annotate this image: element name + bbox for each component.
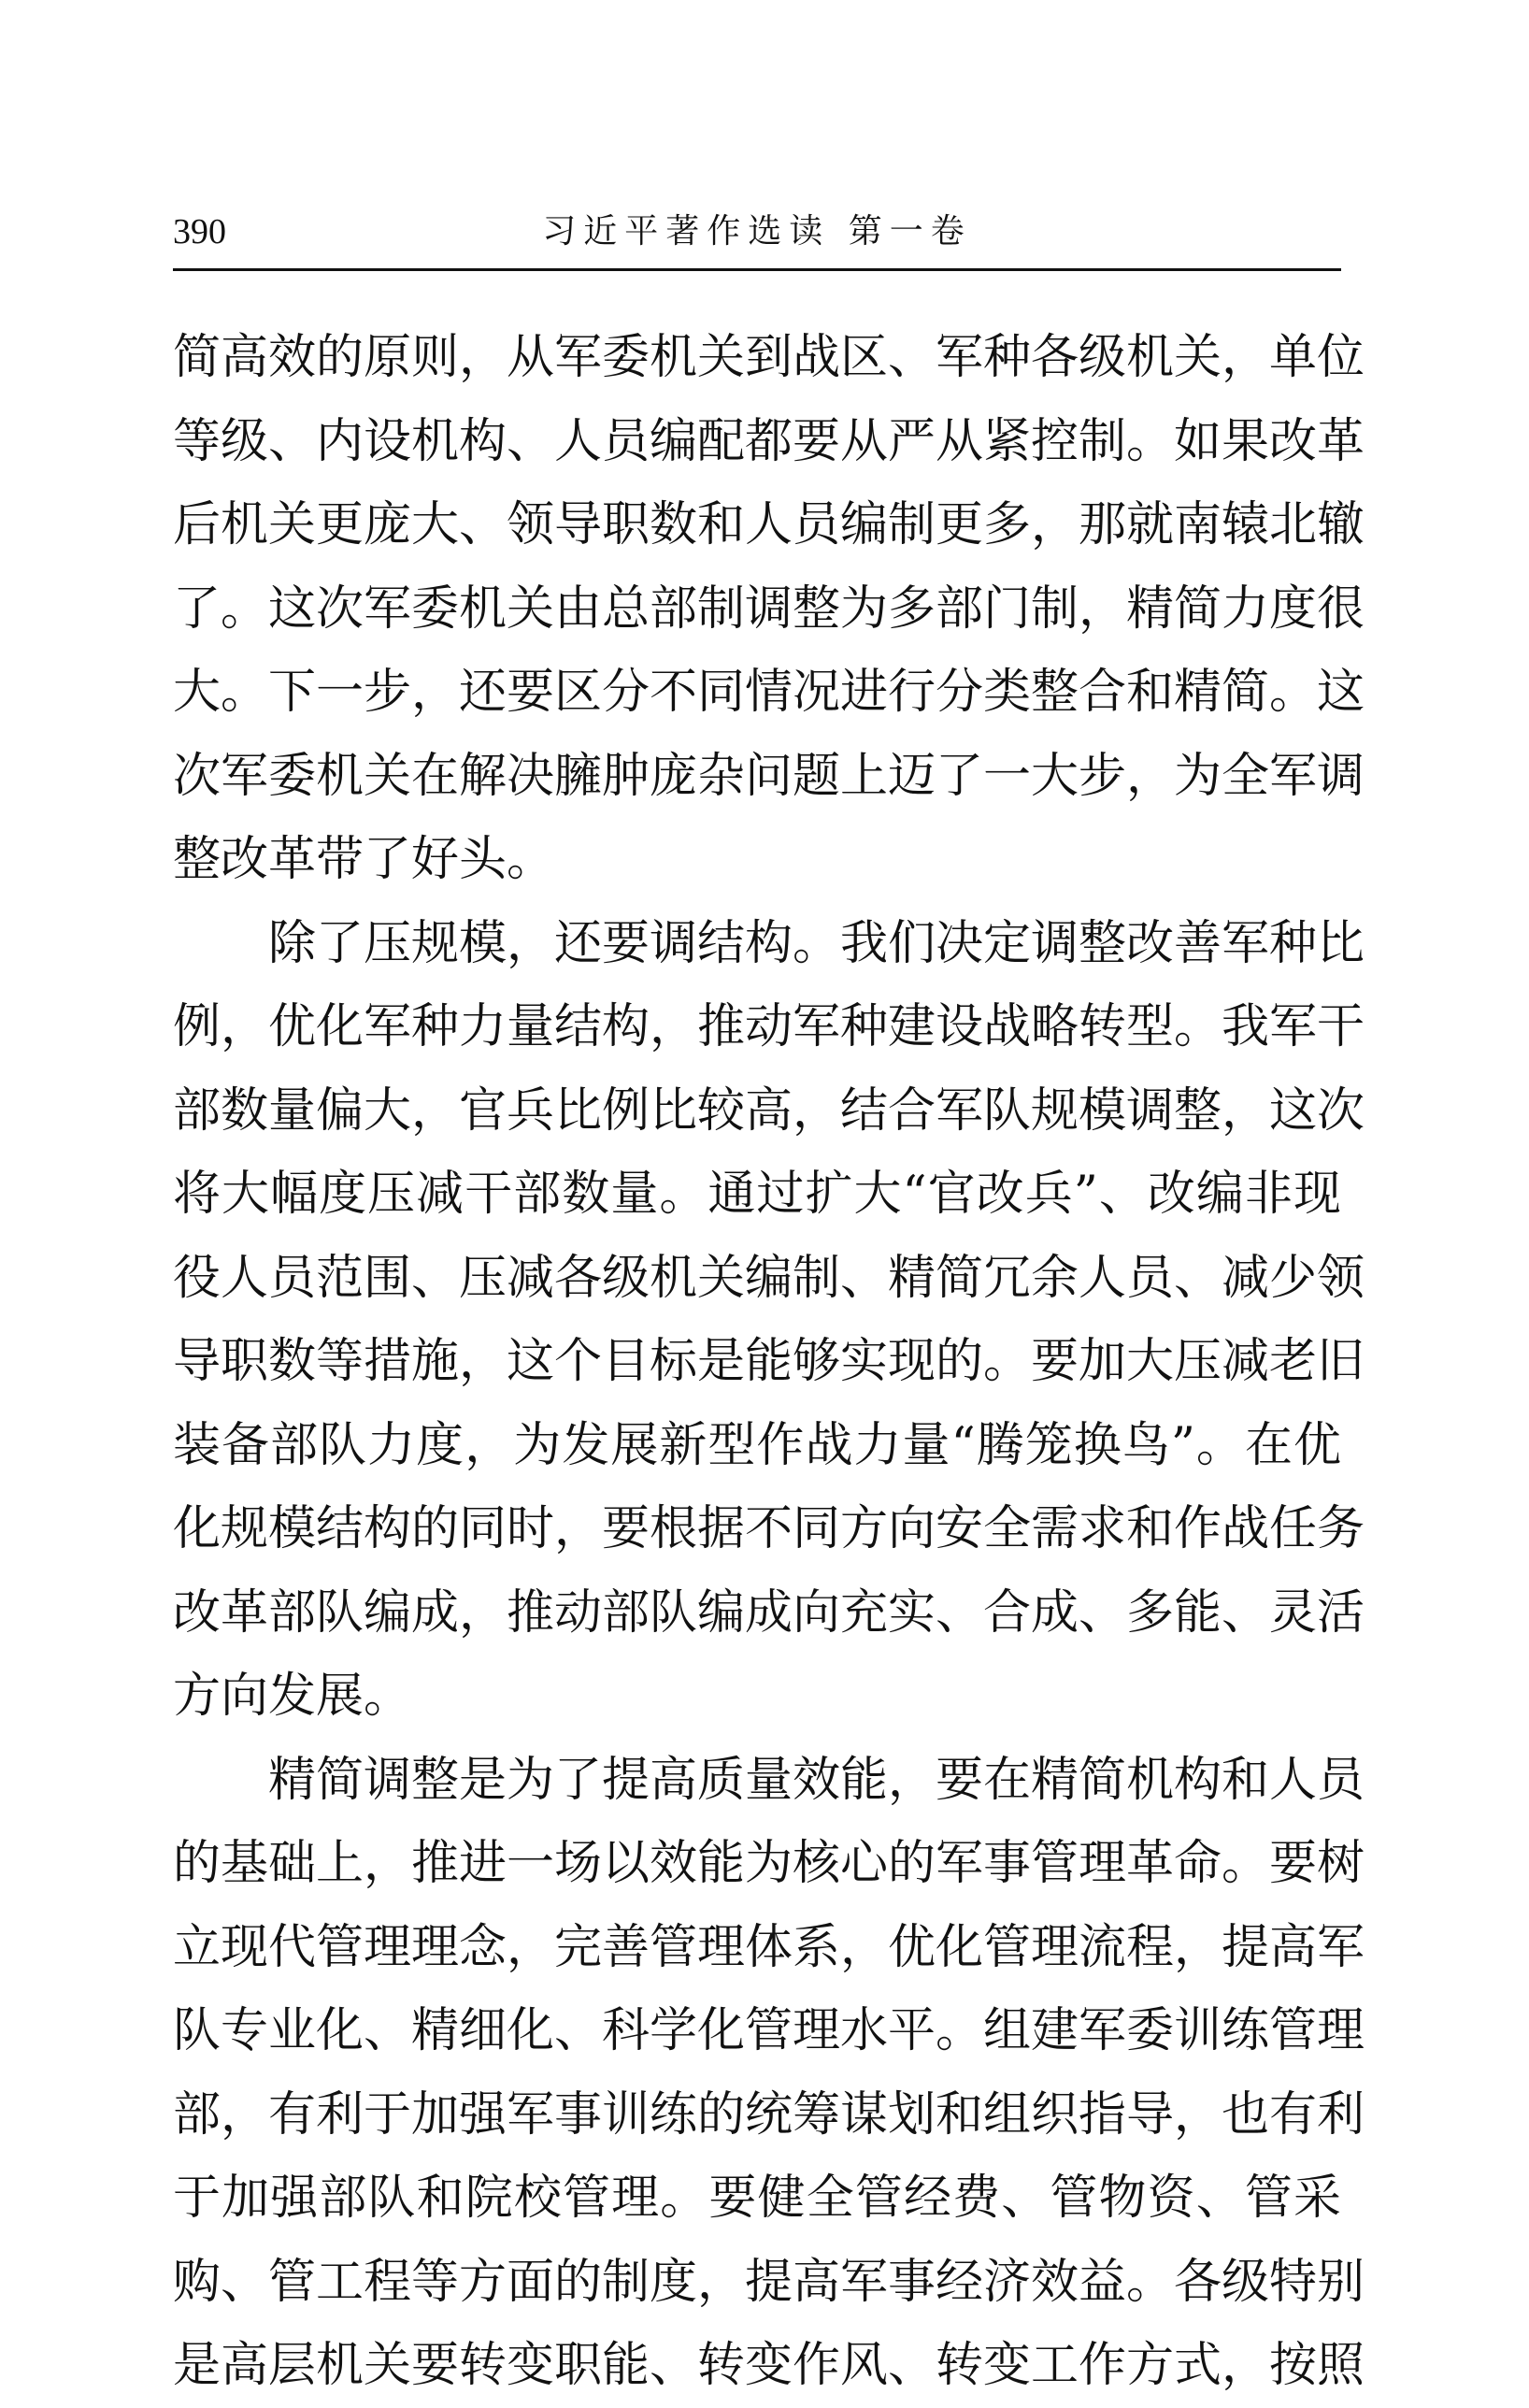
text-line: 后机关更庞大、领导职数和人员编制更多，那就南辕北辙 [173, 497, 1365, 552]
page-header [173, 206, 1341, 262]
text-line: 是高层机关要转变职能、转变作风、转变工作方式，按照 [173, 2338, 1365, 2393]
text-line: 队专业化、精细化、科学化管理水平。组建军委训练管理 [173, 2003, 1365, 2058]
text-line: 次军委机关在解决臃肿庞杂问题上迈了一大步，为全军调 [173, 748, 1365, 804]
text-line: 化规模结构的同时，要根据不同方向安全需求和作战任务 [173, 1501, 1365, 1556]
paragraph-start-line: 除了压规模，还要调结构。我们决定调整改善军种比 [268, 915, 1365, 971]
text-line: 于加强部队和院校管理。要健全管经费、管物资、管采 [173, 2171, 1341, 2226]
text-line: 的基础上，推进一场以效能为核心的军事管理革命。要树 [173, 1836, 1365, 1891]
page-number: 390 [173, 212, 226, 251]
text-line: 整改革带了好头。 [173, 832, 555, 887]
text-line: 立现代管理理念，完善管理体系，优化管理流程，提高军 [173, 1919, 1365, 1975]
header-rule [173, 268, 1341, 271]
text-line: 部，有利于加强军事训练的统筹谋划和组织指导，也有利 [173, 2086, 1365, 2143]
text-line: 导职数等措施，这个目标是能够实现的。要加大压减老旧 [173, 1334, 1365, 1389]
text-line: 部数量偏大，官兵比例比较高，结合军队规模调整，这次 [173, 1082, 1365, 1139]
text-line: 购、管工程等方面的制度，提高军事经济效益。各级特别 [173, 2254, 1365, 2310]
text-line: 大。下一步，还要区分不同情况进行分类整合和精简。这 [173, 665, 1365, 720]
text-line: 等级、内设机构、人员编配都要从严从紧控制。如果改革 [173, 413, 1365, 469]
running-title: 习近平著作选读 第一卷 [542, 212, 972, 251]
text-line: 了。这次军委机关由总部制调整为多部门制，精简力度很 [173, 580, 1365, 637]
text-line: 改革部队编成，推动部队编成向充实、合成、多能、灵活 [173, 1584, 1365, 1641]
text-line: 役人员范围、压减各级机关编制、精简冗余人员、减少领 [173, 1250, 1365, 1306]
body-text [173, 316, 1365, 2408]
paragraph-start-line: 精简调整是为了提高质量效能，要在精简机构和人员 [268, 1752, 1365, 1808]
text-line: 将大幅度压减干部数量。通过扩大“官改兵”、改编非现 [173, 1167, 1341, 1222]
text-line: 装备部队力度，为发展新型作战力量“腾笼换鸟”。在优 [173, 1417, 1341, 1473]
text-line: 例，优化军种力量结构，推动军种建设战略转型。我军干 [173, 999, 1365, 1054]
text-line: 方向发展。 [173, 1669, 412, 1724]
text-line: 简高效的原则，从军委机关到战区、军种各级机关，单位 [173, 330, 1365, 385]
